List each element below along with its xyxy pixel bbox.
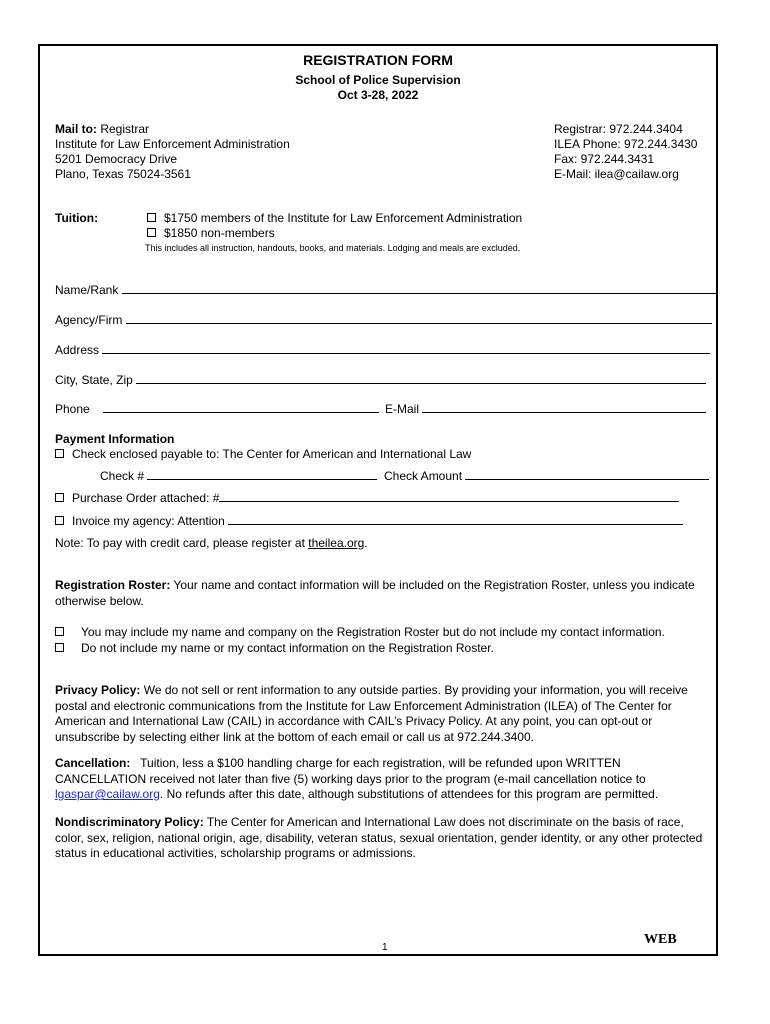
roster-option-no-contact-label: You may include my name and company on the Registration Roster but do not include my contact information. [81, 625, 665, 639]
phone-line[interactable] [103, 402, 379, 413]
name-rank-field[interactable] [55, 283, 716, 298]
agency-line[interactable] [126, 313, 712, 324]
payment-heading: Payment Information [55, 432, 175, 446]
roster-option-exclude-label: Do not include my name or my contact information on the Registration Roster. [81, 641, 494, 655]
checkbox[interactable] [55, 516, 64, 525]
agency-label: Agency/Firm [55, 313, 123, 327]
checkbox[interactable] [147, 228, 156, 237]
credit-card-note-text: Note: To pay with credit card, please register at [55, 536, 305, 550]
privacy-text: We do not sell or rent information to any outside parties. By providing your information, you will receive postal and electronic communications from the Institute for Law Enforcement Administration (ILEA) of The Center for American and International Law (CAIL) in accordance with CAIL’s Privacy Policy. At any point, you can opt-out or unsubscribe by selecting either link at the bottom of each email or call us at 972.244.3400. [55, 683, 688, 744]
payment-purchase-order[interactable] [55, 491, 679, 506]
tuition-option-members-label: $1750 members of the Institute for Law Enforcement Administration [164, 211, 523, 225]
invoice-label: Invoice my agency: Attention [72, 514, 225, 528]
city-state-zip-line[interactable] [136, 373, 706, 384]
check-enclosed-label: Check enclosed payable to: The Center for American and International Law [72, 447, 472, 461]
theilea-link[interactable]: theilea.org [308, 536, 365, 550]
mail-street: 5201 Democracy Drive [55, 152, 178, 166]
checkbox[interactable] [55, 627, 64, 636]
checkbox[interactable] [147, 213, 156, 222]
check-amount-line[interactable] [465, 469, 709, 480]
contact-email: E-Mail: ilea@cailaw.org [554, 167, 679, 181]
web-code: WEB [644, 932, 677, 947]
check-amount-field[interactable] [384, 469, 709, 484]
cancellation-email-link[interactable]: lgaspar@cailaw.org [55, 787, 160, 801]
mail-city: Plano, Texas 75024-3561 [55, 167, 191, 181]
form-title: REGISTRATION FORM [303, 52, 453, 68]
nondiscrimination-section [55, 815, 705, 862]
invoice-line[interactable] [228, 514, 683, 525]
tuition-note: This includes all instruction, handouts, books, and materials. Lodging and meals are excluded. [145, 243, 521, 253]
registrar-phone: Registrar: 972.244.3404 [554, 122, 683, 136]
purchase-order-label: Purchase Order attached: # [72, 491, 220, 505]
phone-label: Phone [55, 402, 90, 416]
payment-check-enclosed[interactable] [55, 447, 471, 462]
privacy-policy-section [55, 683, 705, 745]
cancellation-text-end: . No refunds after this date, although substitutions of attendees for this program are permitted. [159, 787, 659, 801]
mail-org: Institute for Law Enforcement Administration [55, 137, 290, 151]
purchase-order-line[interactable] [219, 491, 679, 502]
mail-to-name: Registrar [100, 122, 150, 136]
program-dates: Oct 3-28, 2022 [337, 88, 419, 102]
fax-number: Fax: 972.244.3431 [554, 152, 655, 166]
checkbox[interactable] [55, 493, 64, 502]
email-label: E-Mail [385, 402, 420, 416]
nondiscrimination-heading: Nondiscriminatory Policy: [55, 815, 204, 829]
address-label: Address [55, 343, 100, 357]
phone-field[interactable] [55, 402, 379, 417]
cancellation-heading: Cancellation: [55, 756, 131, 770]
program-name: School of Police Supervision [295, 73, 461, 87]
ilea-phone: ILEA Phone: 972.244.3430 [554, 137, 698, 151]
privacy-heading: Privacy Policy: [55, 683, 141, 697]
address-field[interactable] [55, 343, 710, 358]
email-line[interactable] [422, 402, 706, 413]
tuition-option-members[interactable] [147, 211, 522, 226]
check-number-field[interactable] [100, 469, 377, 484]
roster-heading: Registration Roster: [55, 578, 171, 592]
checkbox[interactable] [55, 643, 64, 652]
payment-invoice[interactable] [55, 514, 683, 529]
registration-roster-section [55, 578, 705, 609]
tuition-label: Tuition: [55, 211, 99, 225]
credit-card-note-end: . [364, 536, 368, 550]
roster-option-no-contact[interactable] [55, 625, 665, 640]
name-rank-label: Name/Rank [55, 283, 119, 297]
credit-card-note [55, 536, 368, 551]
address-line[interactable] [102, 343, 710, 354]
email-field[interactable] [385, 402, 706, 417]
cancellation-text: Tuition, less a $100 handling charge for each registration, will be refunded upon WRITTEN CANCELLATION received not later than five (5) working days prior to the program (e-mail cancellation notice to [55, 756, 646, 786]
roster-option-exclude[interactable] [55, 641, 494, 656]
checkbox[interactable] [55, 449, 64, 458]
tuition-option-nonmembers-label: $1850 non-members [164, 226, 275, 240]
check-amount-label: Check Amount [384, 469, 463, 483]
city-state-zip-label: City, State, Zip [55, 373, 133, 387]
agency-field[interactable] [55, 313, 712, 328]
check-number-line[interactable] [147, 469, 377, 480]
tuition-option-nonmembers[interactable] [147, 226, 275, 241]
page-number: 1 [382, 942, 388, 953]
cancellation-section [55, 756, 705, 803]
registration-form-page [38, 44, 718, 956]
roster-text: Your name and contact information will be included on the Registration Roster, unless you indicate otherwise below. [55, 578, 695, 608]
city-state-zip-field[interactable] [55, 373, 706, 388]
name-rank-line[interactable] [122, 283, 716, 294]
mail-to-line [55, 122, 149, 137]
nondiscrimination-text: The Center for American and International Law does not discriminate on the basis of race, color, sex, religion, national origin, age, disability, veteran status, sexual orientation, gender identity, or any other protected status in educational activities, scholarship programs or admissions. [55, 815, 703, 860]
check-number-label: Check # [100, 469, 145, 483]
mail-to-label: Mail to: [55, 122, 97, 136]
